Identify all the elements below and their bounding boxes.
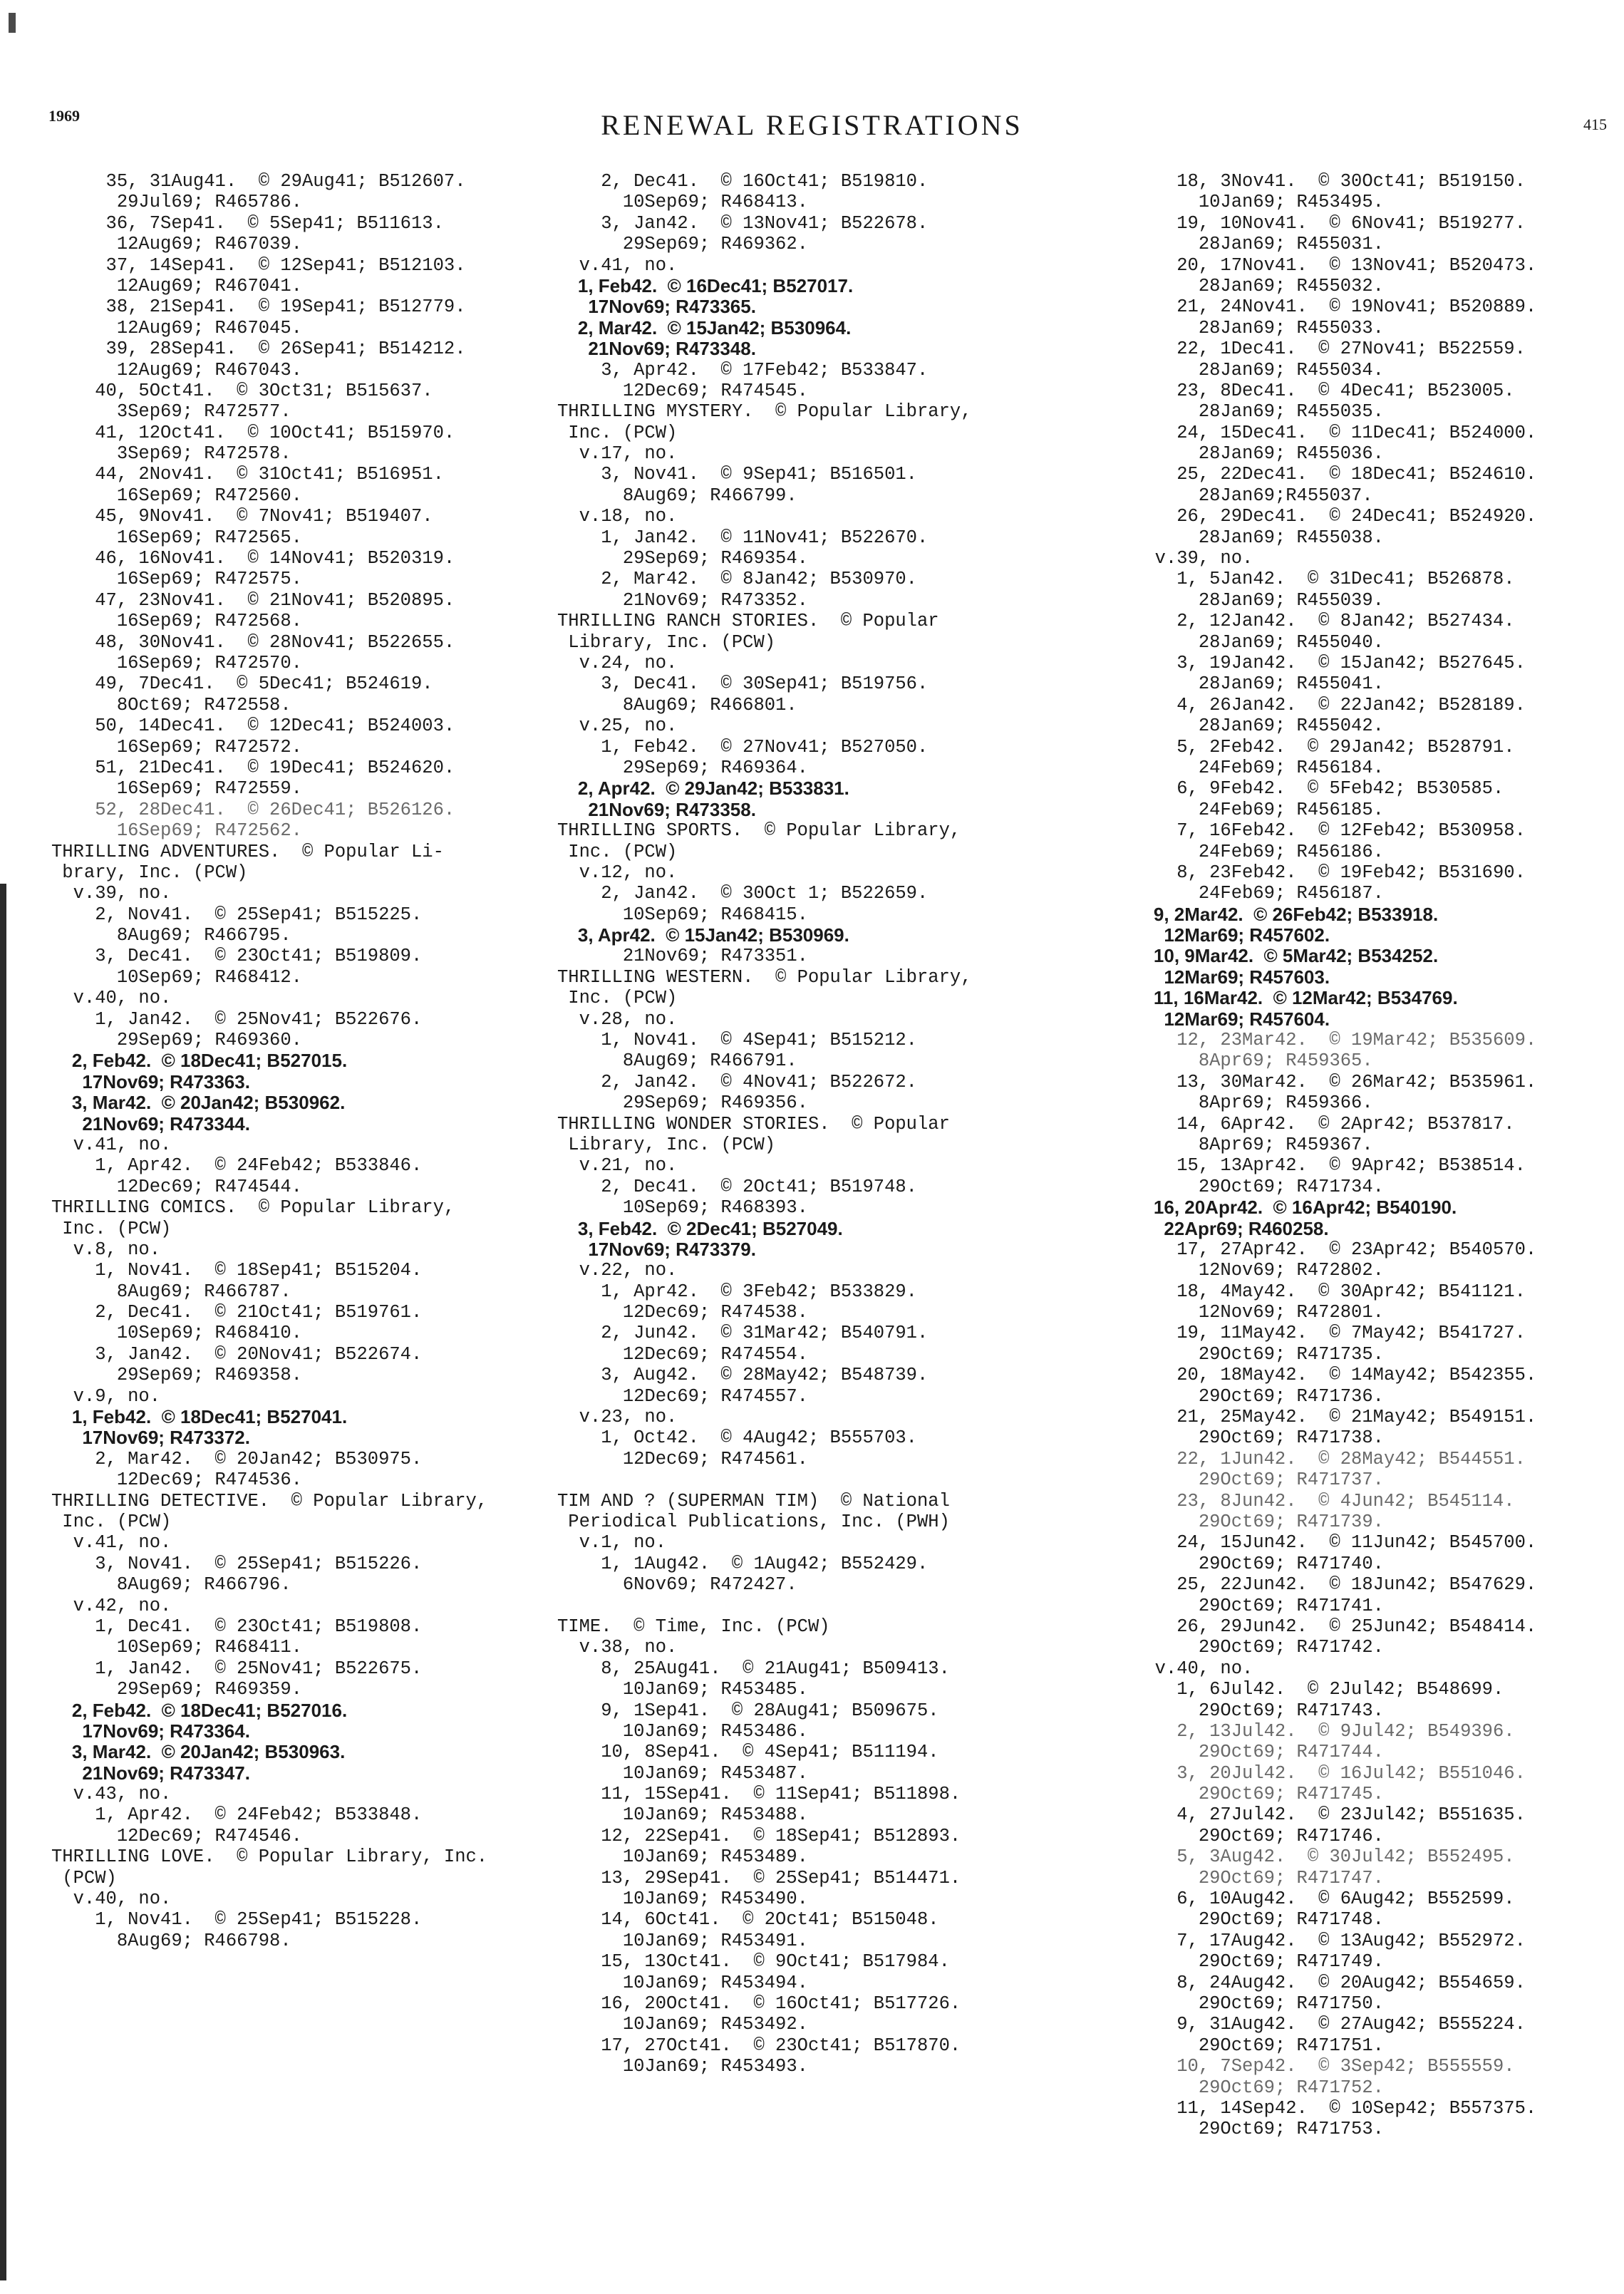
entry-line: 3, Dec41. © 30Sep41; B519756. (557, 673, 929, 695)
entry-line: 2, Mar42. © 15Jan42; B530964. (557, 316, 852, 339)
entry-line: 1, Feb42. © 18Dec41; B527041. (51, 1406, 348, 1428)
entry-line: 37, 14Sep41. © 12Sep41; B512103. (51, 254, 466, 276)
entry-line: 50, 14Dec41. © 12Dec41; B524003. (51, 715, 455, 737)
entry-line: 44, 2Nov41. © 31Oct41; B516951. (51, 464, 444, 485)
entry-line: 28Jan69; R455039. (1133, 589, 1384, 611)
entry-line (557, 1596, 1106, 1616)
entry-line: 4, 26Jan42. © 22Jan42; B528189. (1133, 694, 1526, 715)
entry-line: 22Apr69; R460258. (1133, 1217, 1329, 1239)
entry-line: 8, 25Aug41. © 21Aug41; B509413. (557, 1658, 950, 1679)
entry-line: 26, 29Dec41. © 24Dec41; B524920. (1133, 506, 1537, 527)
entry-line: 22, 1Dec41. © 27Nov41; B522559. (1133, 339, 1526, 360)
entry-line: v.41, no. (51, 1532, 172, 1554)
entry-line: 3, Nov41. © 9Sep41; B516501. (557, 464, 917, 485)
entry-line: 18, 4May42. © 30Apr42; B541121. (1133, 1281, 1526, 1302)
entry-line: 10Sep69; R468393. (557, 1197, 808, 1219)
entry-line: 29Oct69; R471751. (1133, 2035, 1384, 2056)
entry-line: 12, 23Mar42. © 19Mar42; B535609. (1133, 1030, 1537, 1051)
entry-line: 21Nov69; R473347. (51, 1762, 250, 1784)
entry-line: 1, 5Jan42. © 31Dec41; B526878. (1133, 569, 1515, 590)
entry-line: v.39, no. (1133, 548, 1253, 569)
entry-line: 8Aug69; R466796. (51, 1574, 291, 1596)
entry-line: 29Sep69; R469360. (51, 1030, 302, 1051)
page-year: 1969 (48, 107, 80, 125)
entry-line: 10Jan69; R453495. (1133, 192, 1384, 213)
entry-line: 2, Mar42. © 20Jan42; B530975. (51, 1448, 423, 1469)
entry-line: v.41, no. (557, 254, 678, 276)
entry-line: 3, Feb42. © 2Dec41; B527049. (557, 1217, 843, 1239)
entry-line: 6Nov69; R472427. (557, 1574, 797, 1596)
entry-line: 10Sep69; R468412. (51, 966, 302, 988)
entry-line: 28Jan69; R455034. (1133, 359, 1384, 381)
entry-line: 18, 3Nov41. © 30Oct41; B519150. (1133, 171, 1526, 192)
entry-line: 41, 12Oct41. © 10Oct41; B515970. (51, 422, 455, 443)
column-right (1133, 171, 1618, 2140)
entry-line: 10, 8Sep41. © 4Sep41; B511194. (557, 1742, 939, 1763)
entry-line: 29Oct69; R471750. (1133, 1993, 1384, 2014)
entry-line: 16, 20Oct41. © 16Oct41; B517726. (557, 1993, 961, 2014)
entry-line: 10Jan69; R453494. (557, 1972, 808, 1993)
page-title: RENEWAL REGISTRATIONS (601, 109, 1023, 141)
column-middle (557, 171, 1106, 2077)
entry-line: 12Dec69; R474545. (557, 380, 808, 401)
entry-line: 20, 18May42. © 14May42; B542355. (1133, 1365, 1537, 1386)
entry-line: 1, Apr42. © 24Feb42; B533848. (51, 1804, 423, 1826)
entry-line: 1, Jan42. © 11Nov41; B522670. (557, 527, 929, 548)
entry-line: 52, 28Dec41. © 26Dec41; B526126. (51, 799, 455, 820)
entry-line: 21, 24Nov41. © 19Nov41; B520889. (1133, 296, 1537, 318)
entry-line: 3, Nov41. © 25Sep41; B515226. (51, 1553, 423, 1574)
entry-line: 29Oct69; R471747. (1133, 1867, 1384, 1889)
entry-line: 16Sep69; R472560. (51, 485, 302, 506)
entry-line: v.41, no. (51, 1134, 172, 1155)
entry-line: 2, 13Jul42. © 9Jul42; B549396. (1133, 1720, 1515, 1742)
entry-line: 29Oct69; R471734. (1133, 1176, 1384, 1197)
entry-line: 16Sep69; R472562. (51, 820, 302, 842)
entry-line: THRILLING DETECTIVE. © Popular Library, (51, 1490, 488, 1512)
entry-line: 12Dec69; R474538. (557, 1302, 808, 1323)
entry-line: 29Oct69; R471749. (1133, 1951, 1384, 1973)
entry-line: 49, 7Dec41. © 5Dec41; B524619. (51, 673, 433, 695)
entry-line: 16Sep69; R472570. (51, 652, 302, 673)
entry-line: 29Oct69; R471752. (1133, 2077, 1384, 2098)
entry-line: 29Sep69; R469364. (557, 757, 808, 778)
entry-line: 21Nov69; R473358. (557, 798, 756, 820)
entry-line: 39, 28Sep41. © 26Sep41; B514212. (51, 339, 466, 360)
entry-line: 10Jan69; R453488. (557, 1804, 808, 1826)
entry-line: (PCW) (51, 1867, 117, 1889)
entry-line: 16Sep69; R472572. (51, 736, 302, 758)
entry-line: 29Oct69; R471746. (1133, 1825, 1384, 1846)
entry-line: 10Sep69; R468413. (557, 192, 808, 213)
entry-line: 2, Jan42. © 30Oct 1; B522659. (557, 883, 929, 904)
entry-line: 10Jan69; R453487. (557, 1762, 808, 1784)
entry-line: 12, 22Sep41. © 18Sep41; B512893. (557, 1825, 961, 1846)
entry-line: 29Oct69; R471739. (1133, 1512, 1384, 1532)
entry-line: 10Sep69; R468415. (557, 904, 808, 925)
entry-line: 12Aug69; R467045. (51, 317, 302, 339)
entry-line: 7, 16Feb42. © 12Feb42; B530958. (1133, 820, 1526, 842)
entry-line: 12Aug69; R467041. (51, 275, 302, 296)
entry-line: 1, 1Aug42. © 1Aug42; B552429. (557, 1553, 929, 1574)
entry-line: 29Sep69; R469359. (51, 1679, 302, 1700)
entry-line: 5, 3Aug42. © 30Jul42; B552495. (1133, 1846, 1515, 1868)
entry-line: 15, 13Apr42. © 9Apr42; B538514. (1133, 1155, 1526, 1177)
entry-line: 3, 20Jul42. © 16Jul42; B551046. (1133, 1762, 1526, 1784)
entry-line: 2, 12Jan42. © 8Jan42; B527434. (1133, 611, 1515, 632)
entry-line: 13, 30Mar42. © 26Mar42; B535961. (1133, 1071, 1537, 1092)
entry-line: 2, Mar42. © 8Jan42; B530970. (557, 569, 917, 590)
entry-line: 29Oct69; R471743. (1133, 1700, 1384, 1721)
entry-line: 28Jan69; R455035. (1133, 401, 1384, 423)
entry-line: Inc. (PCW) (51, 1218, 172, 1239)
entry-line: 12Mar69; R457604. (1133, 1008, 1330, 1030)
entry-line: 29Sep69; R469356. (557, 1092, 808, 1114)
entry-line: 10Sep69; R468410. (51, 1323, 302, 1344)
entry-line: 10Jan69; R453492. (557, 2014, 808, 2035)
entry-line: 28Jan69;R455037. (1133, 485, 1373, 506)
entry-line: v.40, no. (51, 1889, 172, 1910)
entry-line: 28Jan69; R455033. (1133, 317, 1384, 339)
entry-line: Library, Inc. (PCW) (557, 631, 776, 653)
entry-line: 29Oct69; R471745. (1133, 1784, 1384, 1805)
entry-line: 2, Dec41. © 16Oct41; B519810. (557, 171, 929, 192)
entry-line: 17, 27Apr42. © 23Apr42; B540570. (1133, 1239, 1537, 1260)
entry-line: 1, Jan42. © 25Nov41; B522675. (51, 1658, 423, 1679)
entry-line: 29Oct69; R471753. (1133, 2119, 1384, 2140)
entry-line: 40, 5Oct41. © 3Oct31; B515637. (51, 380, 433, 401)
entry-line: 12Dec69; R474546. (51, 1825, 302, 1846)
entry-line: brary, Inc. (PCW) (51, 862, 248, 883)
entry-line: 3, Apr42. © 17Feb42; B533847. (557, 359, 929, 381)
entry-line: v.1, no. (557, 1532, 667, 1554)
entry-line: 24Feb69; R456187. (1133, 883, 1384, 904)
entry-line: Inc. (PCW) (557, 422, 678, 443)
entry-line: 16Sep69; R472565. (51, 527, 302, 548)
entry-line: 3, 19Jan42. © 15Jan42; B527645. (1133, 652, 1526, 673)
entry-line: 29Jul69; R465786. (51, 192, 302, 213)
entry-line: THRILLING MYSTERY. © Popular Library, (557, 401, 972, 423)
entry-line: 9, 2Mar42. © 26Feb42; B533918. (1133, 903, 1439, 925)
entry-line: 29Oct69; R471748. (1133, 1909, 1384, 1931)
entry-line: v.43, no. (51, 1784, 172, 1805)
entry-line: 29Oct69; R471740. (1133, 1553, 1384, 1574)
entry-line: 8Oct69; R472558. (51, 694, 291, 715)
entry-line: 12Mar69; R457603. (1133, 966, 1330, 988)
entry-line: 6, 9Feb42. © 5Feb42; B530585. (1133, 778, 1504, 800)
entry-line: 29Oct69; R471735. (1133, 1343, 1384, 1365)
entry-line: v.39, no. (51, 883, 172, 904)
entry-line: 29Oct69; R471737. (1133, 1469, 1384, 1491)
entry-line: 8Aug69; R466801. (557, 694, 797, 715)
entry-line: 8Aug69; R466795. (51, 925, 291, 946)
entry-line: 2, Feb42. © 18Dec41; B527015. (51, 1050, 348, 1072)
entry-line: 29Sep69; R469362. (557, 234, 808, 255)
entry-line: 1, Feb42. © 16Dec41; B527017. (557, 274, 854, 296)
entry-line: v.12, no. (557, 862, 678, 883)
entry-line: 3, Apr42. © 15Jan42; B530969. (557, 924, 849, 946)
entry-line: 12Dec69; R474557. (557, 1385, 808, 1407)
entry-line: 2, Feb42. © 18Dec41; B527016. (51, 1699, 348, 1721)
entry-line: 21, 25May42. © 21May42; B549151. (1133, 1407, 1537, 1428)
entry-line: 24Feb69; R456184. (1133, 757, 1384, 778)
entry-line: 8Aug69; R466787. (51, 1281, 291, 1302)
entry-line: 3, Jan42. © 20Nov41; B522674. (51, 1343, 423, 1365)
entry-line: 8, 24Aug42. © 20Aug42; B554659. (1133, 1972, 1526, 1993)
entry-line: 3, Dec41. © 23Oct41; B519809. (51, 946, 423, 967)
entry-line: 1, Nov41. © 25Sep41; B515228. (51, 1909, 423, 1931)
entry-line: 1, Apr42. © 24Feb42; B533846. (51, 1155, 423, 1177)
entry-line: 8Apr69; R459367. (1133, 1134, 1373, 1155)
scan-speck (9, 13, 16, 33)
entry-line: 23, 8Dec41. © 4Dec41; B523005. (1133, 380, 1515, 401)
entry-line: 1, Nov41. © 18Sep41; B515204. (51, 1260, 423, 1281)
entry-line: 19, 10Nov41. © 6Nov41; B519277. (1133, 212, 1526, 234)
entry-line: THRILLING RANCH STORIES. © Popular (557, 611, 939, 632)
entry-line: TIM AND ? (SUPERMAN TIM) © National (557, 1490, 950, 1512)
entry-line: 3, Aug42. © 28May42; B548739. (557, 1365, 929, 1386)
binding-edge (0, 884, 6, 2280)
entry-line: 16, 20Apr42. © 16Apr42; B540190. (1133, 1197, 1457, 1219)
entry-line: 8Apr69; R459365. (1133, 1050, 1373, 1072)
column-left (51, 171, 543, 1951)
entry-line: 16Sep69; R472575. (51, 569, 302, 590)
entry-line: 12Aug69; R467039. (51, 234, 302, 255)
entry-line: 1, Oct42. © 4Aug42; B555703. (557, 1427, 917, 1449)
entry-line: 11, 15Sep41. © 11Sep41; B511898. (557, 1784, 961, 1805)
entry-line: v.9, no. (51, 1385, 161, 1407)
entry-line: 10Jan69; R453485. (557, 1679, 808, 1700)
entry-line: 2, Dec41. © 2Oct41; B519748. (557, 1176, 917, 1197)
entry-line: 14, 6Apr42. © 2Apr42; B537817. (1133, 1113, 1515, 1135)
page-number: 415 (1583, 115, 1607, 133)
entry-line: 29Oct69; R471744. (1133, 1742, 1384, 1763)
entry-line: 5, 2Feb42. © 29Jan42; B528791. (1133, 736, 1515, 758)
entry-line: 11, 16Mar42. © 12Mar42; B534769. (1133, 987, 1458, 1009)
entry-line: 8, 23Feb42. © 19Feb42; B531690. (1133, 862, 1526, 883)
entry-line: 15, 13Oct41. © 9Oct41; B517984. (557, 1951, 950, 1973)
entry-line: 2, Apr42. © 29Jan42; B533831. (557, 777, 849, 800)
entry-line: 48, 30Nov41. © 28Nov41; B522655. (51, 631, 455, 653)
entry-line: v.21, no. (557, 1155, 678, 1177)
entry-line (557, 1469, 1106, 1490)
entry-line: 28Jan69; R455032. (1133, 275, 1384, 296)
entry-line: 17Nov69; R473379. (557, 1238, 756, 1260)
entry-line: 38, 21Sep41. © 19Sep41; B512779. (51, 296, 466, 318)
entry-line: 29Oct69; R471736. (1133, 1385, 1384, 1407)
entry-line: 17, 27Oct41. © 23Oct41; B517870. (557, 2035, 961, 2056)
entry-line: v.25, no. (557, 715, 678, 737)
entry-line: 12Nov69; R472802. (1133, 1260, 1384, 1281)
entry-line: v.24, no. (557, 652, 678, 673)
entry-line: 2, Nov41. © 25Sep41; B515225. (51, 904, 423, 925)
entry-line: 8Aug69; R466791. (557, 1050, 797, 1072)
entry-line: 17Nov69; R473365. (557, 296, 756, 318)
entry-line: 10Jan69; R453490. (557, 1889, 808, 1910)
entry-line: 10Sep69; R468411. (51, 1637, 302, 1658)
entry-line: 16Sep69; R472568. (51, 611, 302, 632)
entry-line: 2, Jun42. © 31Mar42; B540791. (557, 1323, 929, 1344)
entry-line: 6, 10Aug42. © 6Aug42; B552599. (1133, 1889, 1515, 1910)
entry-line: 3Sep69; R472578. (51, 443, 291, 465)
entry-line: 3Sep69; R472577. (51, 401, 291, 423)
entry-line: Inc. (PCW) (557, 841, 678, 862)
entry-line: Inc. (PCW) (51, 1512, 172, 1532)
entry-line: 47, 23Nov41. © 21Nov41; B520895. (51, 589, 455, 611)
entry-line: 23, 8Jun42. © 4Jun42; B545114. (1133, 1490, 1515, 1512)
entry-line: 29Oct69; R471742. (1133, 1637, 1384, 1658)
entry-line: 16Sep69; R472559. (51, 778, 302, 800)
entry-line: 10, 9Mar42. © 5Mar42; B534252. (1133, 945, 1439, 967)
entry-line: 21Nov69; R473344. (51, 1112, 250, 1135)
entry-line: 21Nov69; R473348. (557, 338, 756, 360)
entry-line: Periodical Publications, Inc. (PWH) (557, 1512, 950, 1532)
entry-line: 35, 31Aug41. © 29Aug41; B512607. (51, 171, 466, 192)
entry-line: 29Oct69; R471741. (1133, 1595, 1384, 1616)
entry-line: 10Jan69; R453491. (557, 1930, 808, 1951)
entry-line: 25, 22Dec41. © 18Dec41; B524610. (1133, 464, 1537, 485)
entry-line: TIME. © Time, Inc. (PCW) (557, 1616, 830, 1637)
entry-line: 1, Dec41. © 23Oct41; B519808. (51, 1616, 423, 1637)
entry-line: 24, 15Jun42. © 11Jun42; B545700. (1133, 1532, 1537, 1554)
entry-line: THRILLING SPORTS. © Popular Library, (557, 820, 961, 842)
entry-line: 21Nov69; R473351. (557, 946, 808, 967)
entry-line: v.17, no. (557, 443, 678, 465)
entry-line: 28Jan69; R455040. (1133, 631, 1384, 653)
entry-line: v.8, no. (51, 1239, 161, 1260)
entry-line: v.42, no. (51, 1595, 172, 1616)
entry-line: 2, Dec41. © 21Oct41; B519761. (51, 1302, 423, 1323)
entry-line: v.38, no. (557, 1637, 678, 1658)
entry-line: 12Nov69; R472801. (1133, 1302, 1384, 1323)
entry-line: 10, 7Sep42. © 3Sep42; B555559. (1133, 2056, 1515, 2077)
entry-line: 28Jan69; R455038. (1133, 527, 1384, 548)
entry-line: v.28, no. (557, 1008, 678, 1030)
entry-line: 28Jan69; R455036. (1133, 443, 1384, 465)
entry-line: 1, Jan42. © 25Nov41; B522676. (51, 1008, 423, 1030)
entry-line: 1, Nov41. © 4Sep41; B515212. (557, 1030, 917, 1051)
entry-line: 28Jan69; R455031. (1133, 234, 1384, 255)
entry-line: 45, 9Nov41. © 7Nov41; B519407. (51, 506, 433, 527)
entry-line: 20, 17Nov41. © 13Nov41; B520473. (1133, 254, 1537, 276)
entry-line: 12Mar69; R457602. (1133, 924, 1330, 946)
entry-line: 14, 6Oct41. © 2Oct41; B515048. (557, 1909, 939, 1931)
entry-line: Library, Inc. (PCW) (557, 1134, 776, 1155)
entry-line: 8Aug69; R466799. (557, 485, 797, 506)
entry-line: 29Sep69; R469358. (51, 1365, 302, 1386)
entry-line: 17Nov69; R473372. (51, 1427, 250, 1449)
entry-line: 1, Apr42. © 3Feb42; B533829. (557, 1281, 917, 1302)
entry-line: 24Feb69; R456186. (1133, 841, 1384, 862)
entry-line: 28Jan69; R455041. (1133, 673, 1384, 695)
entry-line: THRILLING COMICS. © Popular Library, (51, 1197, 455, 1219)
entry-line: 17Nov69; R473364. (51, 1720, 250, 1742)
entry-line: 10Jan69; R453486. (557, 1720, 808, 1742)
entry-line: 24Feb69; R456185. (1133, 799, 1384, 820)
entry-line: v.23, no. (557, 1407, 678, 1428)
entry-line: 7, 17Aug42. © 13Aug42; B552972. (1133, 1930, 1526, 1951)
entry-line: THRILLING WESTERN. © Popular Library, (557, 966, 972, 988)
entry-line: 3, Mar42. © 20Jan42; B530962. (51, 1092, 346, 1114)
entry-line: Inc. (PCW) (557, 988, 678, 1009)
entry-line: 12Dec69; R474536. (51, 1469, 302, 1491)
entry-line: 12Aug69; R467043. (51, 359, 302, 381)
entry-line: 8Apr69; R459366. (1133, 1092, 1373, 1114)
entry-line: 1, 6Jul42. © 2Jul42; B548699. (1133, 1679, 1504, 1700)
entry-line: 12Dec69; R474561. (557, 1448, 808, 1469)
entry-line: 4, 27Jul42. © 23Jul42; B551635. (1133, 1804, 1526, 1826)
entry-line: 13, 29Sep41. © 25Sep41; B514471. (557, 1867, 961, 1889)
entry-line: 10Jan69; R453489. (557, 1846, 808, 1868)
entry-line: 8Aug69; R466798. (51, 1930, 291, 1951)
entry-line: 3, Mar42. © 20Jan42; B530963. (51, 1741, 346, 1763)
entry-line: 12Dec69; R474544. (51, 1176, 302, 1197)
entry-line: 1, Feb42. © 27Nov41; B527050. (557, 736, 929, 758)
entry-line: 19, 11May42. © 7May42; B541727. (1133, 1323, 1526, 1344)
entry-line: v.40, no. (51, 988, 172, 1009)
entry-line: 22, 1Jun42. © 28May42; B544551. (1133, 1448, 1526, 1469)
entry-line: v.22, no. (557, 1260, 678, 1281)
entry-line: 17Nov69; R473363. (51, 1070, 250, 1092)
entry-line: 25, 22Jun42. © 18Jun42; B547629. (1133, 1574, 1537, 1596)
entry-line: 29Sep69; R469354. (557, 548, 808, 569)
entry-line: 21Nov69; R473352. (557, 589, 808, 611)
entry-line: 3, Jan42. © 13Nov41; B522678. (557, 212, 929, 234)
entry-line: 2, Jan42. © 4Nov41; B522672. (557, 1071, 917, 1092)
entry-line: 46, 16Nov41. © 14Nov41; B520319. (51, 548, 455, 569)
entry-line: THRILLING LOVE. © Popular Library, Inc. (51, 1846, 488, 1868)
entry-line: 29Oct69; R471738. (1133, 1427, 1384, 1449)
entry-line: 12Dec69; R474554. (557, 1343, 808, 1365)
entry-line: 9, 31Aug42. © 27Aug42; B555224. (1133, 2014, 1526, 2035)
entry-line: 10Jan69; R453493. (557, 2056, 808, 2077)
entry-line: 9, 1Sep41. © 28Aug41; B509675. (557, 1700, 939, 1721)
entry-line: THRILLING WONDER STORIES. © Popular (557, 1113, 950, 1135)
entry-line: v.40, no. (1133, 1658, 1253, 1679)
entry-line: 51, 21Dec41. © 19Dec41; B524620. (51, 757, 455, 778)
entry-line: 11, 14Sep42. © 10Sep42; B557375. (1133, 2097, 1537, 2119)
entry-line: 26, 29Jun42. © 25Jun42; B548414. (1133, 1616, 1537, 1637)
entry-line: v.18, no. (557, 506, 678, 527)
entry-line: 36, 7Sep41. © 5Sep41; B511613. (51, 212, 444, 234)
entry-line: 24, 15Dec41. © 11Dec41; B524000. (1133, 422, 1537, 443)
entry-line: 28Jan69; R455042. (1133, 715, 1384, 737)
entry-line: THRILLING ADVENTURES. © Popular Li- (51, 841, 444, 862)
